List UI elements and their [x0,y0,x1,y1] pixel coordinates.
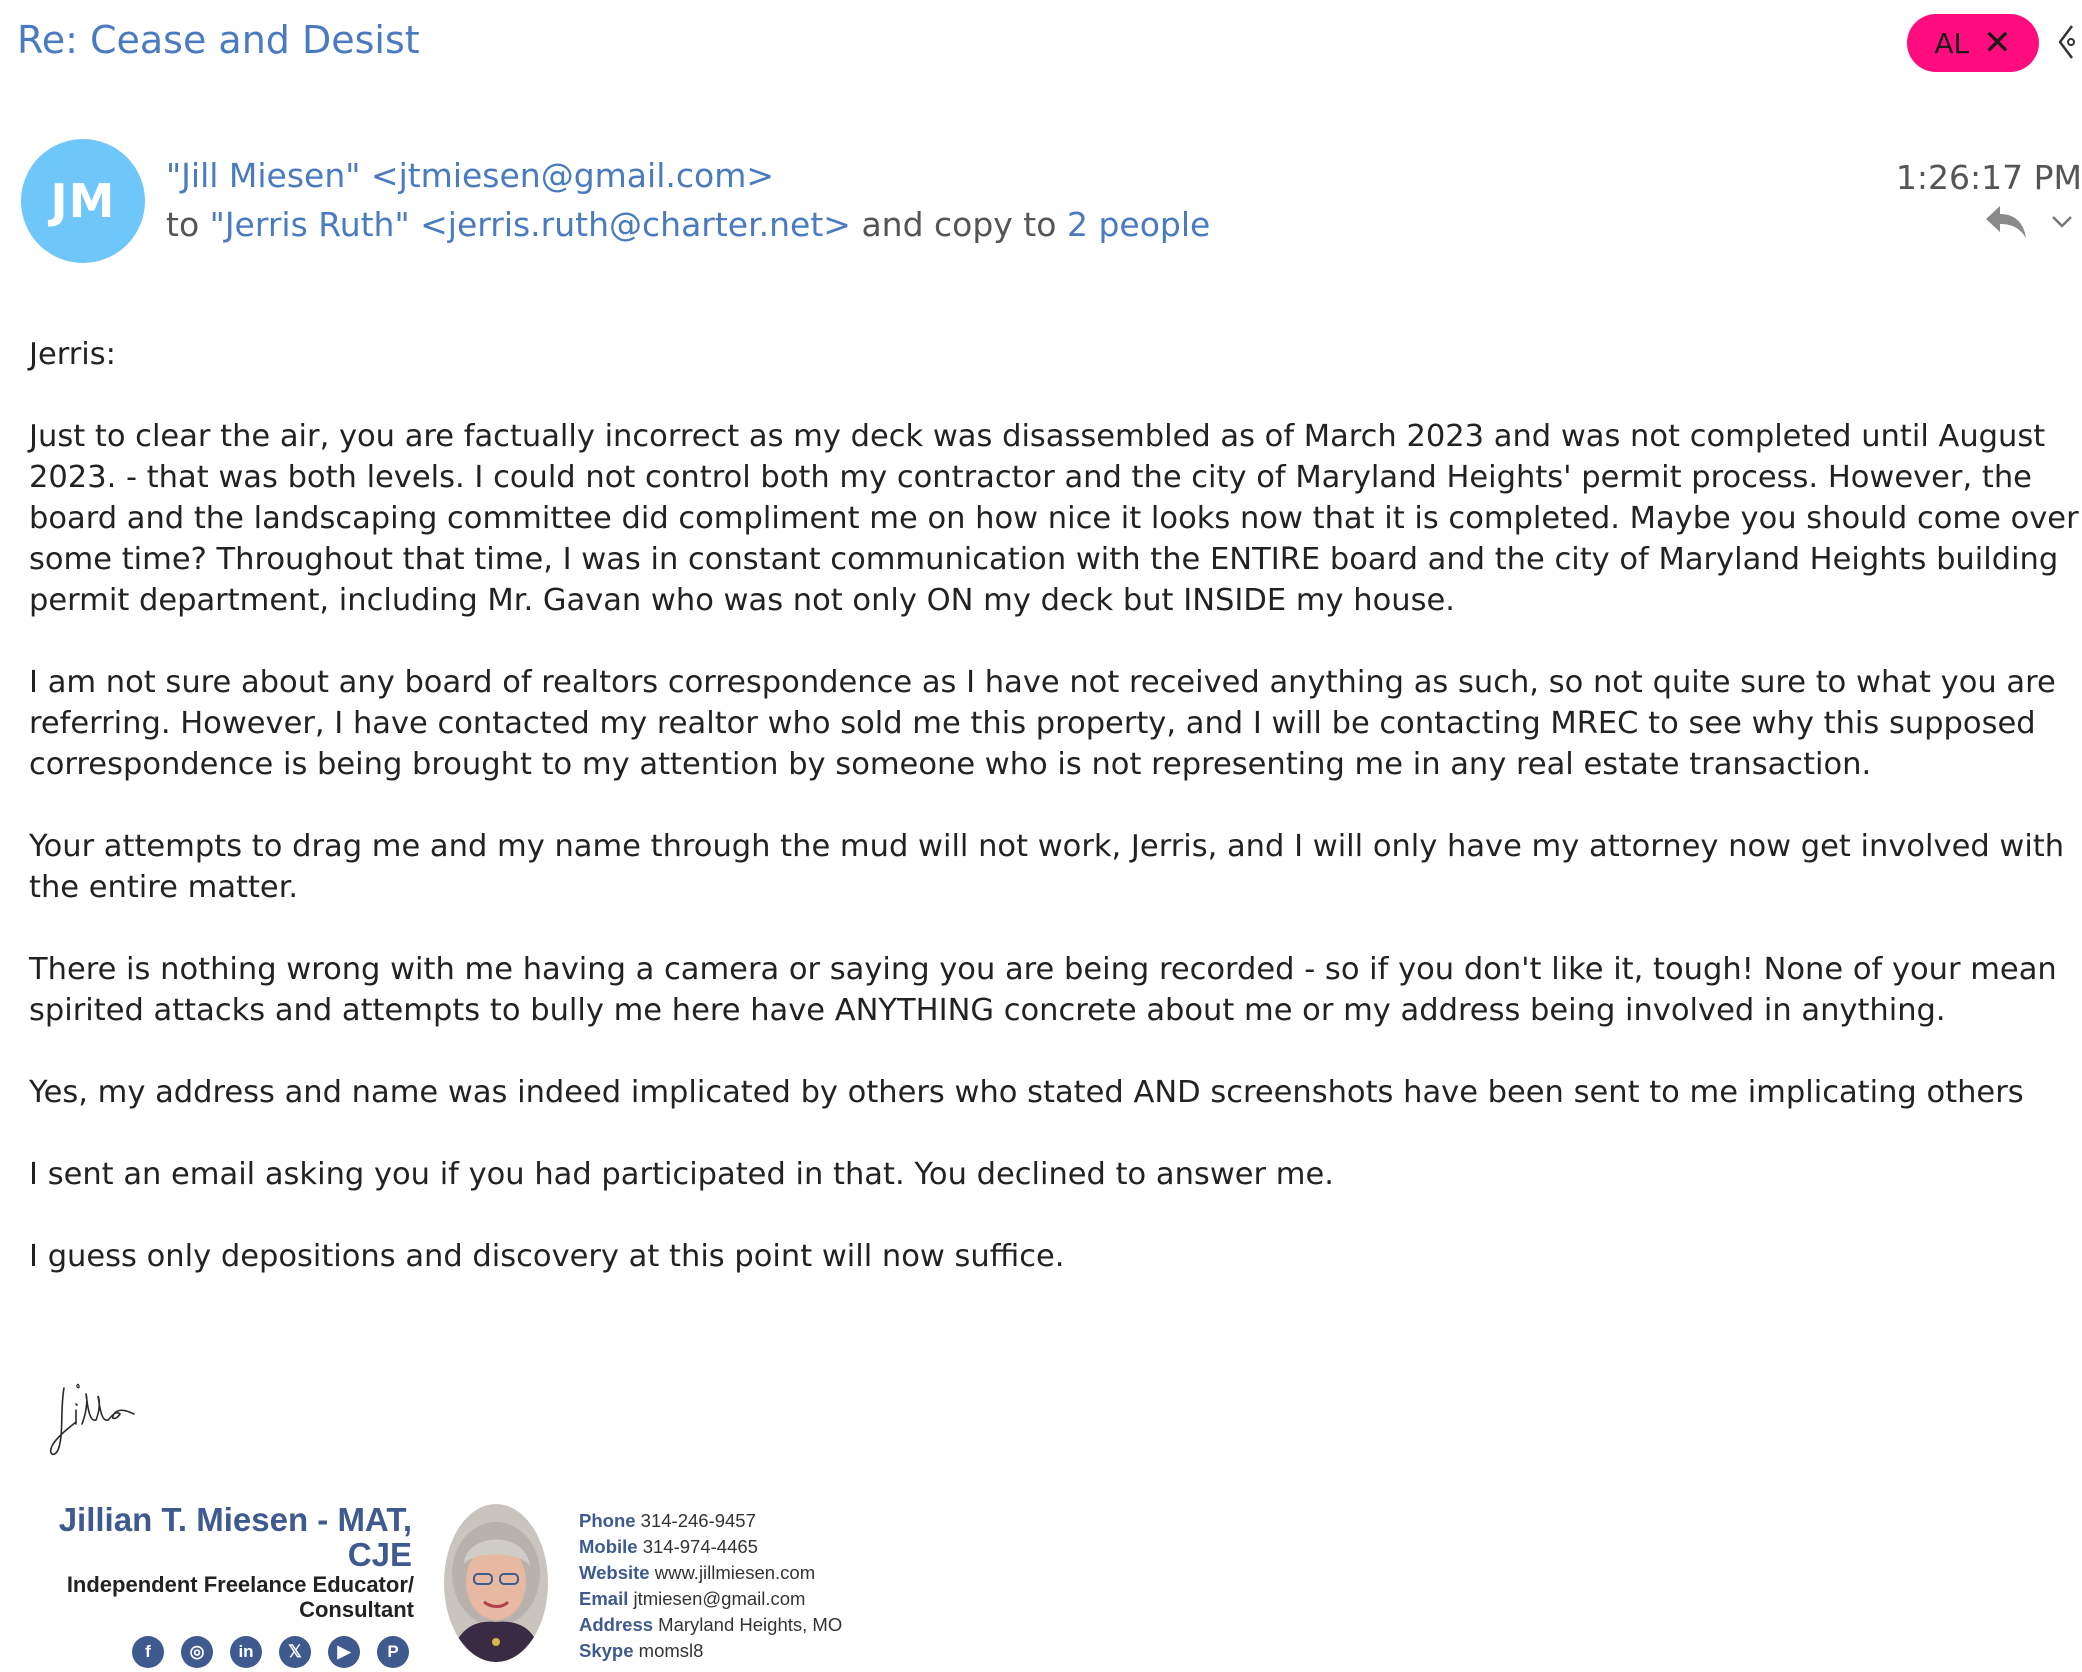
email-body [29,334,2079,1318]
instagram-icon[interactable]: ◎ [181,1636,213,1668]
body-paragraph: There is nothing wrong with me having a camera or saying you are being recorded - so if you don't like it, tough! None of your mean spirited attacks and attempts to bully me here have ANYTHING concrete about me or my address being involved in anything. [29,952,2057,1028]
body-paragraph: Just to clear the air, you are factually incorrect as my deck was disassembled as of March 2023 and was not completed until August 2023. - that was both levels. I could not control both my contractor and the city of Maryland Heights' permit process. However, the board and the landscaping committee did compliment me on how nice it looks now that it is completed. Maybe you should come over some time? Throughout that time, I was in constant communication with the ENTIRE board and the city of Maryland Heights building permit department, including Mr. Gavan who was not only ON my deck but INSIDE my house. [29,419,2079,618]
contact-address: Address Maryland Heights, MO [579,1614,843,1635]
linkedin-icon[interactable]: in [230,1636,262,1668]
contact-skype: Skype momsl8 [579,1640,704,1661]
body-paragraph: I sent an email asking you if you had participated in that. You declined to answer me. [29,1157,1334,1192]
recipients-line [166,205,1210,244]
recipient-address[interactable]: "Jerris Ruth" <jerris.ruth@charter.net> [209,205,851,244]
contact-email: Email jtmiesen@gmail.com [579,1588,806,1609]
signature-contact [579,1508,842,1664]
signature-name: Jillian T. Miesen - MAT, CJE [58,1501,412,1573]
remove-label-icon[interactable]: ✕ [1983,23,2012,63]
signature-photo [444,1504,548,1662]
social-links [132,1636,409,1668]
to-prefix: to [166,205,200,244]
body-paragraph: I am not sure about any board of realtors correspondence as I have not received anything as such, so not quite sure to what you are referring. However, I have contacted my realtor who sold me this property, and I will be contacting MREC to see why this supposed correspondence is being brought to my attention by someone who is not representing me in any real estate transaction. [29,665,2056,782]
x-icon[interactable]: 𝕏 [279,1636,311,1668]
tag-icon[interactable] [2058,22,2082,62]
message-time: 1:26:17 PM [1895,158,2082,197]
label-tag-text: AL [1934,26,1970,60]
sender-address[interactable]: "Jill Miesen" <jtmiesen@gmail.com> [166,156,774,195]
youtube-icon[interactable]: ▶ [328,1636,360,1668]
copy-prefix: and copy to [861,205,1057,244]
signature-title: Independent Freelance Educator/ Consultant [66,1572,414,1622]
handwritten-signature [46,1380,146,1462]
cc-people-link[interactable]: 2 people [1066,205,1211,244]
pinterest-icon[interactable]: P [377,1636,409,1668]
email-subject: Re: Cease and Desist [17,18,420,62]
reply-icon[interactable] [1984,204,2028,240]
contact-phone: Phone 314-246-9457 [579,1510,756,1531]
body-greeting: Jerris: [29,337,116,372]
body-paragraph: Your attempts to drag me and my name through the mud will not work, Jerris, and I will only have my attorney now get involved with the entire matter. [29,829,2065,905]
sender-avatar: JM [21,139,145,263]
contact-website: Website www.jillmiesen.com [579,1562,816,1583]
label-tag-al[interactable] [1907,14,2039,72]
facebook-icon[interactable]: f [132,1636,164,1668]
chevron-down-icon[interactable] [2050,212,2074,230]
body-paragraph: Yes, my address and name was indeed implicated by others who stated AND screenshots have been sent to me implicating others [29,1075,2024,1110]
body-paragraph: I guess only depositions and discovery at this point will now suffice. [29,1239,1065,1274]
contact-mobile: Mobile 314-974-4465 [579,1536,758,1557]
